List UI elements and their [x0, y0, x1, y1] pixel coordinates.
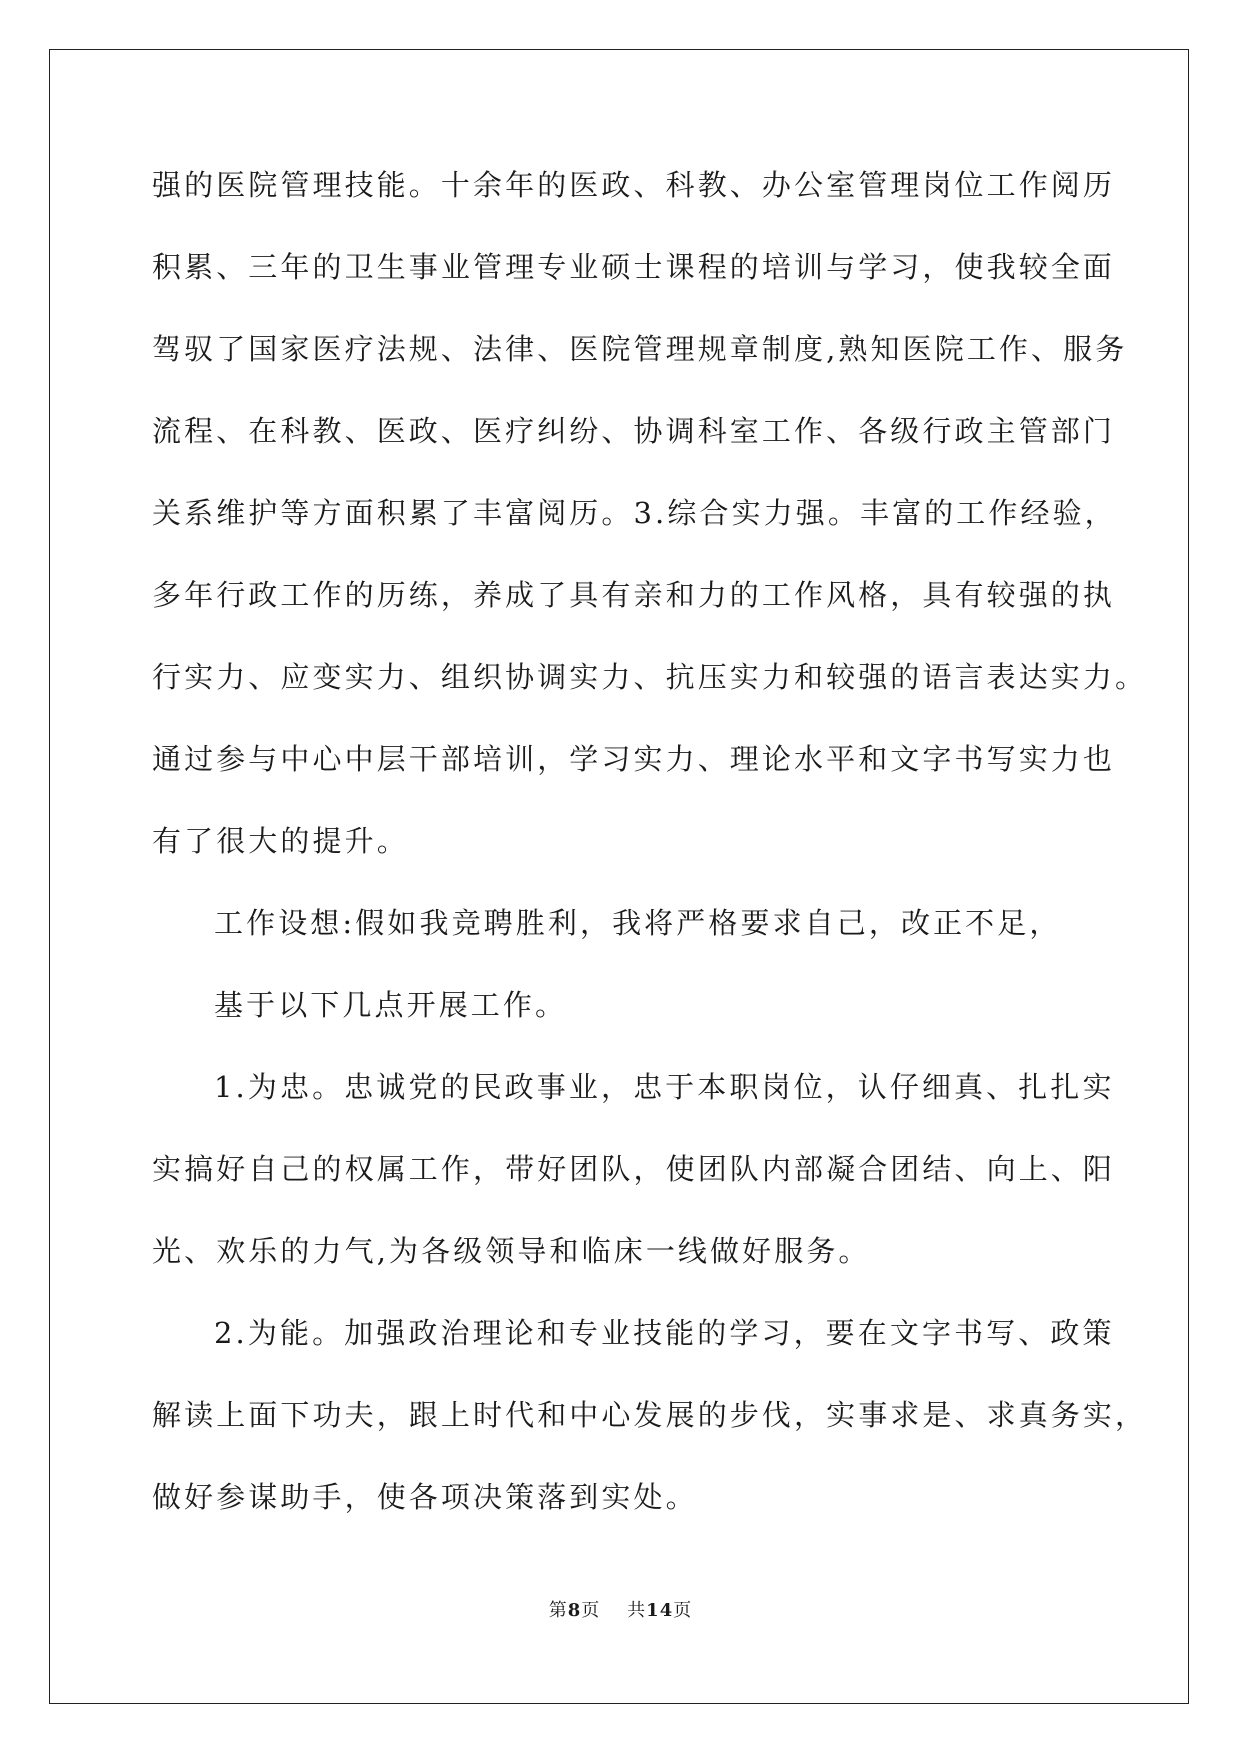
body-line: 多年行政工作的历练，养成了具有亲和力的工作风格，具有较强的执	[152, 578, 1116, 612]
page-prefix: 第	[548, 1600, 568, 1621]
body-line: 光、欢乐的力气,为各级领导和临床一线做好服务。	[152, 1234, 871, 1268]
body-line: 实搞好自己的权属工作，带好团队，使团队内部凝合团结、向上、阳	[152, 1152, 1116, 1186]
paragraph-start-line: 2.为能。加强政治理论和专业技能的学习，要在文字书写、政策	[214, 1316, 1115, 1350]
document-body	[152, 158, 1148, 1552]
page-footer	[0, 1596, 1241, 1622]
page-total-number: 14	[646, 1600, 674, 1621]
body-line: 积累、三年的卫生事业管理专业硕士课程的培训与学习，使我较全面	[152, 250, 1116, 284]
body-line: 关系维护等方面积累了丰富阅历。3.综合实力强。丰富的工作经验，	[152, 496, 1117, 530]
body-line: 流程、在科教、医政、医疗纠纷、协调科室工作、各级行政主管部门	[152, 414, 1116, 448]
total-suffix: 页	[673, 1600, 693, 1621]
body-line: 解读上面下功夫，跟上时代和中心发展的步伐，实事求是、求真务实，	[152, 1398, 1148, 1432]
page-current-number: 8	[567, 1600, 582, 1621]
paragraph-start-line: 基于以下几点开展工作。	[214, 988, 568, 1022]
body-line: 做好参谋助手，使各项决策落到实处。	[152, 1480, 698, 1514]
body-line: 行实力、应变实力、组织协调实力、抗压实力和较强的语言表达实力。	[152, 660, 1148, 694]
paragraph-start-line: 1.为忠。忠诚党的民政事业，忠于本职岗位，认仔细真、扎扎实	[214, 1070, 1115, 1104]
body-line: 有了很大的提升。	[152, 824, 409, 858]
paragraph-start-line: 工作设想:假如我竞聘胜利，我将严格要求自己，改正不足，	[214, 906, 1062, 940]
total-prefix: 共	[627, 1600, 647, 1621]
body-line: 强的医院管理技能。十余年的医政、科教、办公室管理岗位工作阅历	[152, 168, 1116, 202]
body-line: 通过参与中心中层干部培训，学习实力、理论水平和文字书写实力也	[152, 742, 1116, 776]
page-suffix: 页	[581, 1600, 601, 1621]
body-line: 驾驭了国家医疗法规、法律、医院管理规章制度,熟知医院工作、服务	[152, 332, 1128, 366]
